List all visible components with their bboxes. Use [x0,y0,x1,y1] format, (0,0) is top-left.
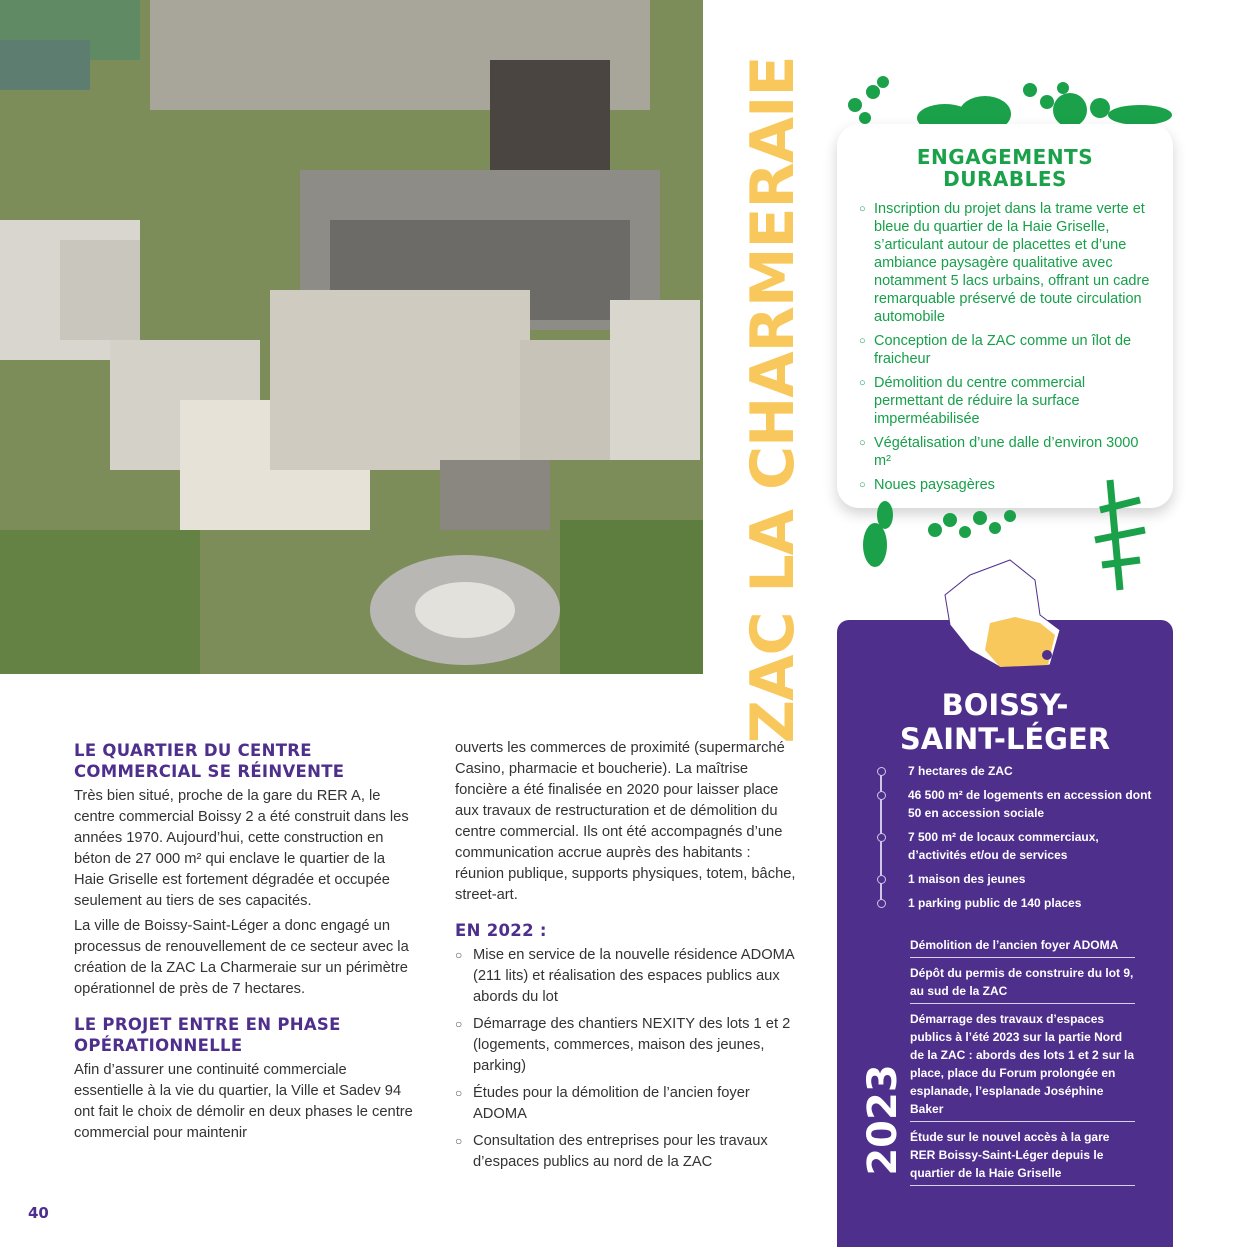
paragraph: ouverts les commerces de proximité (supermarché Casino, pharmacie et boucherie). La maîtrise foncière a été finalisée en 2020 pour laisser place aux travaux de restructuration et de démolition du centre commercial. Ils ont été accompagnés d’une communication accrue auprès des habitants : réunion publique, supports physiques, totem, bâche, street-art. [455,740,796,903]
list-item: ○ Conception de la ZAC comme un îlot de fraicheur [859,332,1155,368]
list-item: ○ Consultation des entreprises pour les travaux d’espaces publics au nord de la ZAC [455,1131,800,1173]
engagements-title [837,146,1173,190]
list-2022 [455,945,800,1173]
paragraph: Très bien situé, proche de la gare du RER A, le centre commercial Boissy 2 a été construit dans les années 1970. Aujourd’hui, cette construction en béton de 27 000 m² qui enclave le quartier de la Haie Griselle est fortement dégradée et occupée seulement au tiers de ses capacités. [74,788,409,909]
page-number: 40 [28,1204,49,1222]
list-item: ○ Noues paysagères [859,476,1155,494]
engagements-title-line2: DURABLES [943,167,1067,191]
timeline-events [910,935,1135,1191]
vertical-title [735,56,810,744]
section-heading: LE PROJET ENTRE EN PHASE OPÉRATIONNELLE [74,1015,341,1055]
list-item: ○ Études pour la démolition de l’ancien foyer ADOMA [455,1083,800,1125]
timeline-event: Démarrage des travaux d’espaces publics à l’été 2023 sur la partie Nord de la ZAC : abords des lots 1 et 2 sur la place, place du Forum prolongée en esplanade, l’esplanade Joséphine Baker [910,1009,1135,1122]
aerial-photo-illustration [0,0,703,674]
section-heading: LE QUARTIER DU CENTRE COMMERCIAL SE RÉINVENTE [74,741,345,781]
list-item: ○ Inscription du projet dans la trame verte et bleue du quartier de la Haie Griselle, s’articulant autour de placettes et d’une ambiance paysagère qualitative avec notamment 5 lacs urbains, offrant un cadre remarquable préservé de toute circulation automobile [859,200,1155,326]
middle-column [455,738,800,1179]
timeline-year [858,1060,908,1180]
city-facts [868,762,1158,918]
leaves-top-decoration [835,70,1180,130]
list-item: ○ Végétalisation d’une dalle d’environ 3000 m² [859,434,1155,470]
list-item: ○ Démarrage des chantiers NEXITY des lots 1 et 2 (logements, commerces, maison des jeunes, parking) [455,1014,800,1077]
fact-item: 46 500 m² de logements en accession dont 50 en accession sociale [868,786,1158,822]
aerial-photo [0,0,703,674]
city-name [837,688,1173,756]
list-item: ○ Démolition du centre commercial permettant de réduire la surface imperméabilisée [859,374,1155,428]
engagements-list [837,200,1173,494]
paragraph: Afin d’assurer une continuité commerciale essentielle à la vie du quartier, la Ville et Sadev 94 ont fait le choix de démolir en deux phases le centre commercial pour maintenir [74,1062,413,1141]
fact-item: 7 hectares de ZAC [868,762,1158,780]
timeline-event: Dépôt du permis de construire du lot 9, au sud de la ZAC [910,963,1135,1004]
fact-item: 1 maison des jeunes [868,870,1158,888]
left-column [74,740,414,1148]
engagements-box [837,124,1173,508]
timeline-event: Démolition de l’ancien foyer ADOMA [910,935,1135,958]
vertical-title-text: ZAC LA CHARMERAIE [737,56,808,744]
timeline-year-text: 2023 [860,1064,906,1176]
department-map-icon [940,555,1065,675]
fact-item: 7 500 m² de locaux commerciaux, d’activités et/ou de services [868,828,1158,864]
city-name-line1: BOISSY- [941,688,1069,722]
engagements-title-line1: ENGAGEMENTS [916,145,1094,169]
section-heading: EN 2022 : [455,921,547,940]
list-item: ○ Mise en service de la nouvelle résidence ADOMA (211 lits) et réalisation des espaces publics aux abords du lot [455,945,800,1008]
paragraph: La ville de Boissy-Saint-Léger a donc engagé un processus de renouvellement de ce secteur avec la création de la ZAC La Charmeraie sur un périmètre opérationnel de près de 7 hectares. [74,918,409,997]
fact-item: 1 parking public de 140 places [868,894,1158,912]
city-name-line2: SAINT-LÉGER [899,722,1111,756]
timeline-event: Étude sur le nouvel accès à la gare RER Boissy-Saint-Léger depuis le quartier de la Haie Griselle [910,1127,1135,1186]
